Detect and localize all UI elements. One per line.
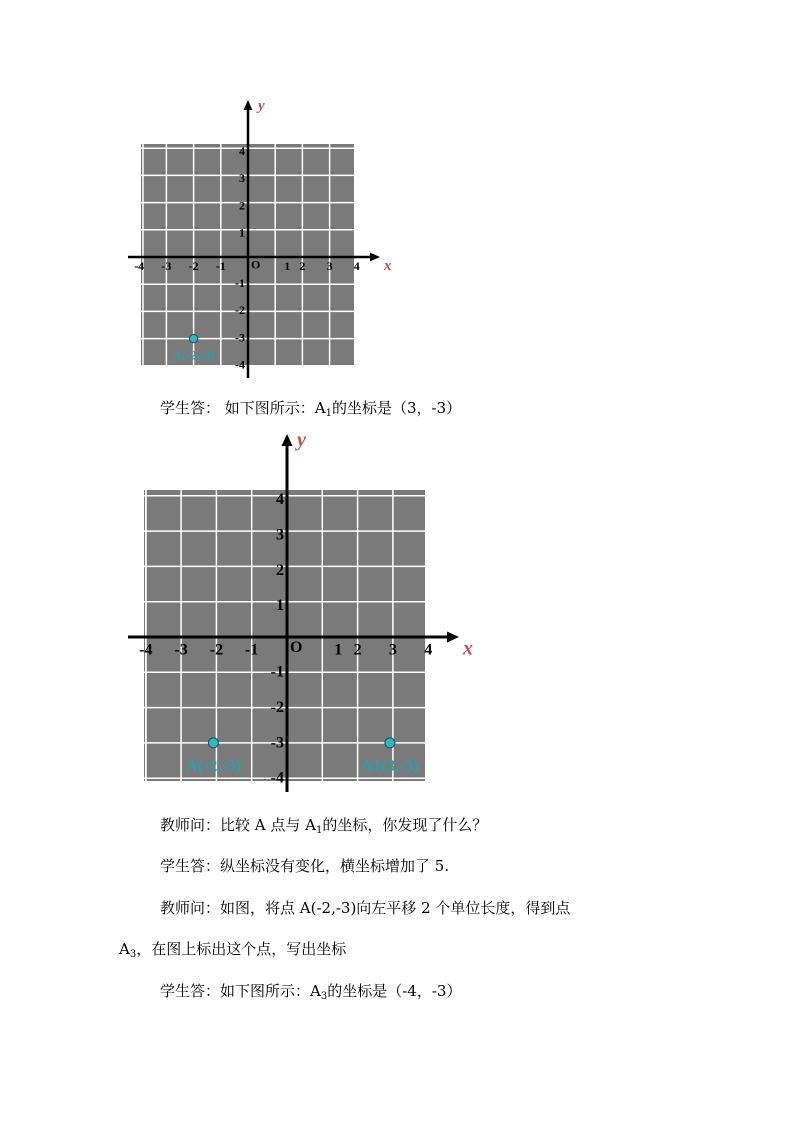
x-tick-label: 2 [353,641,362,659]
x-axis-arrow [447,632,459,643]
y-tick-label: -2 [235,303,245,318]
y-tick-label: 1 [239,225,245,240]
x-tick-label: -4 [139,641,153,659]
teacher-question-2-line2: $A_3$，在图上标出这个点，写出坐标 [119,940,347,960]
x-tick-label: -2 [188,259,199,274]
student-answer-3: 学生答：如下图所示：$A_3$的坐标是（-4，-3） [160,982,462,1002]
x-tick-label: -2 [209,641,224,659]
teacher-question-2-line1: 教师问：如图，将点 A(-2,-3)向左平移 2 个单位长度，得到点 [160,899,571,917]
y-tick-label: 1 [276,597,284,615]
x-tick-label: -1 [245,641,259,659]
x-tick-label: -3 [161,259,172,274]
x-tick-label: -4 [134,259,145,274]
student-answer-2: 学生答：纵坐标没有变化，横坐标增加了 5. [160,857,450,875]
point-marker [385,738,395,748]
student-answer-1: 学生答： 如下图所示：$A_1$的坐标是（3，-3） [160,399,462,419]
x-axis-label: x [384,258,392,275]
y-axis-arrow [244,100,253,110]
point-label: A(-2,-3) [185,755,242,775]
x-axis-arrow [370,253,380,262]
origin-label: O [290,639,303,657]
y-tick-label: 4 [276,491,284,509]
y-tick-label: -1 [270,663,284,681]
x-tick-label: 3 [388,641,397,659]
x-tick-label: 4 [353,259,360,274]
y-tick-label: -4 [235,357,245,372]
point-marker [208,738,218,748]
point-marker [189,334,197,342]
y-tick-label: 4 [239,144,245,158]
y-tick-label: -4 [270,769,284,787]
x-tick-label: 2 [299,259,306,274]
coordinate-plane-1 [0,0,794,400]
x-tick-label: 1 [334,641,343,659]
y-tick-label: -3 [235,330,245,345]
point-label: A1(3,-3) [360,755,420,775]
y-tick-label: -2 [270,699,284,716]
y-tick-label: 3 [239,171,245,186]
coordinate-plane-2 [0,420,794,800]
x-tick-label: 3 [326,259,333,274]
y-tick-label: -1 [235,276,245,290]
y-tick-label: -3 [270,734,284,752]
y-axis-label: y [258,98,265,114]
point-label: A(-2,-3) [172,348,215,363]
origin-label: O [251,257,261,272]
x-tick-label: 4 [424,641,433,659]
y-tick-label: 2 [239,198,245,213]
x-axis-label: x [463,637,473,660]
y-tick-label: 2 [276,561,284,579]
x-tick-label: -1 [215,259,226,274]
y-tick-label: 3 [276,526,284,544]
x-tick-label: -3 [174,641,188,659]
x-tick-label: 1 [284,259,291,274]
teacher-question-1: 教师问：比较 A 点与 $A_1$的坐标，你发现了什么？ [160,816,488,836]
y-axis-arrow [282,434,293,446]
y-axis-label: y [297,429,306,451]
